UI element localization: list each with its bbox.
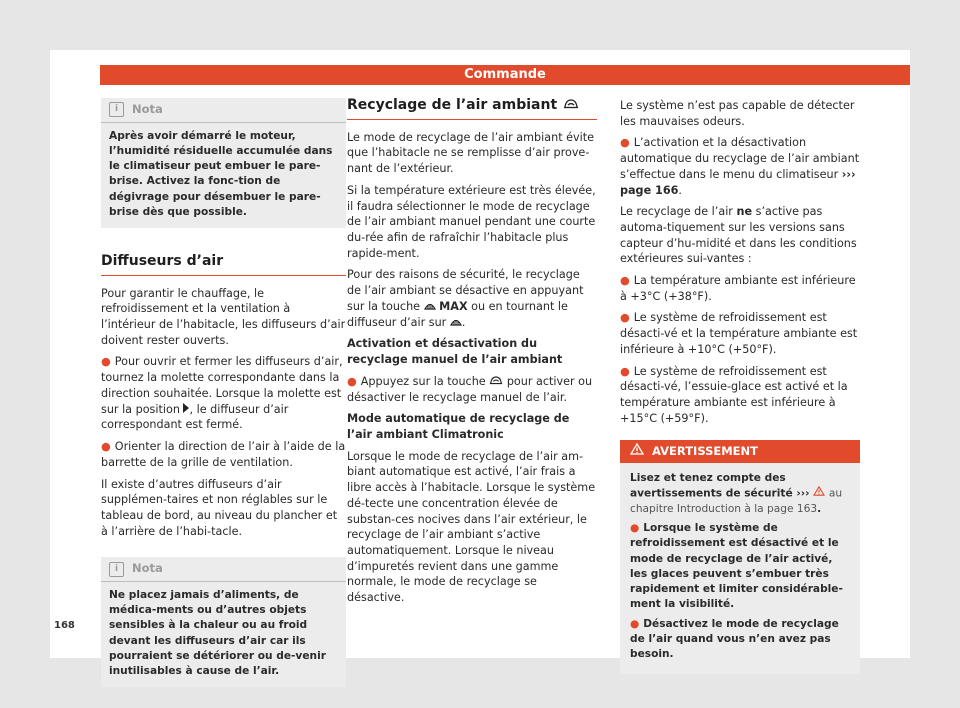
- paragraph: Si la température extérieure est très élevée, il faudra sélectionner le mode de recyclage de l’air ambiant manuel pendant une courte du-rée afin de rafraîchir l’habitacle plus rapide-ment.: [347, 183, 596, 260]
- paragraph: Pour des raisons de sécurité, le recyclage de l’air ambiant se désactive en appuyant sur la touche MAX ou en tournant le diffuseur d’air sur .: [347, 268, 584, 329]
- paragraph: Le système n’est pas capable de détecter les mauvaises odeurs.: [620, 99, 855, 128]
- info-icon: i: [109, 102, 124, 117]
- note-text: Après avoir démarré le moteur, l’humidité résiduelle accumulée dans le climatiseur peut embuer le pare-brise. Activez la fonc-tion de dégivrage pour désembuer le pare-brise dès que possible.: [109, 129, 333, 218]
- recirculation-icon: [563, 98, 579, 114]
- subheading: Mode automatique de recyclage de l’air ambiant Climatronic: [347, 412, 570, 442]
- bullet-item: ● Appuyez sur la touche pour activer ou désactiver le recyclage manuel de l’air.: [347, 374, 593, 404]
- paragraph: Lorsque le mode de recyclage de l’air am-biant automatique est activé, l’air frais a libre accès à l’habitacle. Lorsque le système dé-tecte une concentration élevée de substan-ces nocives dans l’air extérieur, le recyclage de l’air ambiant s’active automatiquement. Lorsque le niveau d’impuretés revient dans une gamme normale, le mode de recyclage se désactive.: [347, 449, 596, 605]
- bullet-icon: ●: [620, 311, 630, 325]
- note-label: Nota: [132, 102, 163, 116]
- bullet-item: ● L’activation et la désactivation automatique du recyclage de l’air ambiant s’effectue dans le menu du climatiseur ››› page 166.: [620, 136, 860, 197]
- note-text: Ne placez jamais d’aliments, de médica-ments ou d’autres objets sensibles à la chaleur ou au froid devant les diffuseurs d’air car ils pourraient se détériorer ou de-venir inutilisables à cause de l’air.: [109, 589, 326, 678]
- bullet-icon: ●: [101, 355, 111, 369]
- warning-bullet: ● Désactivez le mode de recyclage de l’air quand vous n’en avez pas besoin.: [630, 617, 839, 660]
- paragraph: Le recyclage de l’air ne s’active pas automa-tiquement sur les versions sans capteur d’hu-midité et dans les conditions extérieures sui-vantes :: [620, 205, 857, 266]
- page-number: 168: [54, 620, 75, 631]
- warning-box: [620, 440, 860, 674]
- page-reference-link[interactable]: ››› page 166: [620, 167, 856, 197]
- warning-triangle-icon: [813, 486, 825, 501]
- manual-page: [50, 50, 910, 678]
- bullet-item: ● Le système de refroidissement est désacti-vé, l’essuie-glace est activé et la température ambiante est inférieure à +15°C (+59°F).: [620, 364, 848, 425]
- chapter-reference-link[interactable]: au chapitre Introduction à la page 163: [630, 487, 843, 516]
- note-box: [101, 557, 346, 687]
- column-middle: [347, 98, 597, 612]
- section-title: Recyclage de l’air ambiant: [347, 98, 597, 120]
- bullet-icon: ●: [620, 364, 630, 378]
- paragraph: Pour garantir le chauffage, le refroidissement et la ventilation à l’intérieur de l’habitacle, les diffuseurs d’air doivent rester ouverts.: [101, 286, 346, 347]
- note-box: [101, 98, 346, 228]
- paragraph: Il existe d’autres diffuseurs d’air supplémen-taires et non réglables sur le tableau de bord, au niveau du plancher et à l’arrière de l’habi-tacle.: [101, 477, 338, 538]
- bullet-item: ● Pour ouvrir et fermer les diffuseurs d’air, tournez la molette correspondante dans la direction souhaitée. Lorsque la molette est sur la position , le diffuseur d’air correspondant est fermé.: [101, 355, 343, 432]
- warning-triangle-icon: [630, 443, 644, 460]
- chapter-header: Commande: [100, 65, 910, 85]
- subheading: Activation et désactivation du recyclage manuel de l’air ambiant: [347, 337, 563, 367]
- bullet-icon: ●: [630, 522, 640, 535]
- bullet-icon: ●: [347, 374, 357, 388]
- bullet-icon: ●: [620, 136, 630, 150]
- column-right: [620, 98, 860, 674]
- bullet-icon: ●: [620, 274, 630, 288]
- bullet-icon: ●: [101, 440, 111, 454]
- bullet-item: ● La température ambiante est inférieure à +3°C (+38°F).: [620, 274, 856, 303]
- recirculation-icon: [489, 374, 503, 390]
- warning-label: AVERTISSEMENT: [652, 443, 759, 458]
- section-title: Diffuseurs d’air: [101, 254, 346, 276]
- column-left: [101, 98, 346, 703]
- info-icon: i: [109, 562, 124, 577]
- bullet-item: ● Le système de refroidissement est désacti-vé et la température ambiante est inférieure à +10°C (+50°F).: [620, 311, 858, 356]
- defrost-icon: [450, 315, 462, 331]
- defrost-icon: [424, 299, 436, 315]
- note-label: Nota: [132, 561, 163, 576]
- paragraph: Le mode de recyclage de l’air ambiant évite que l’habitacle ne se remplisse d’air prove-nant de l’extérieur.: [347, 130, 595, 176]
- warning-bullet: ● Lorsque le système de refroidissement est désactivé et le mode de recyclage de l’air activé, les glaces peuvent s’embuer très rapidement et limiter considérable-ment la visibilité.: [630, 522, 843, 611]
- bullet-icon: ●: [630, 617, 640, 630]
- bullet-item: ● Orienter la direction de l’air à l’aide de la barrette de la grille de ventilation.: [101, 440, 346, 469]
- warning-intro: Lisez et tenez compte des avertissements de sécurité ››› au chapitre Introduction à la page 163.: [630, 472, 843, 516]
